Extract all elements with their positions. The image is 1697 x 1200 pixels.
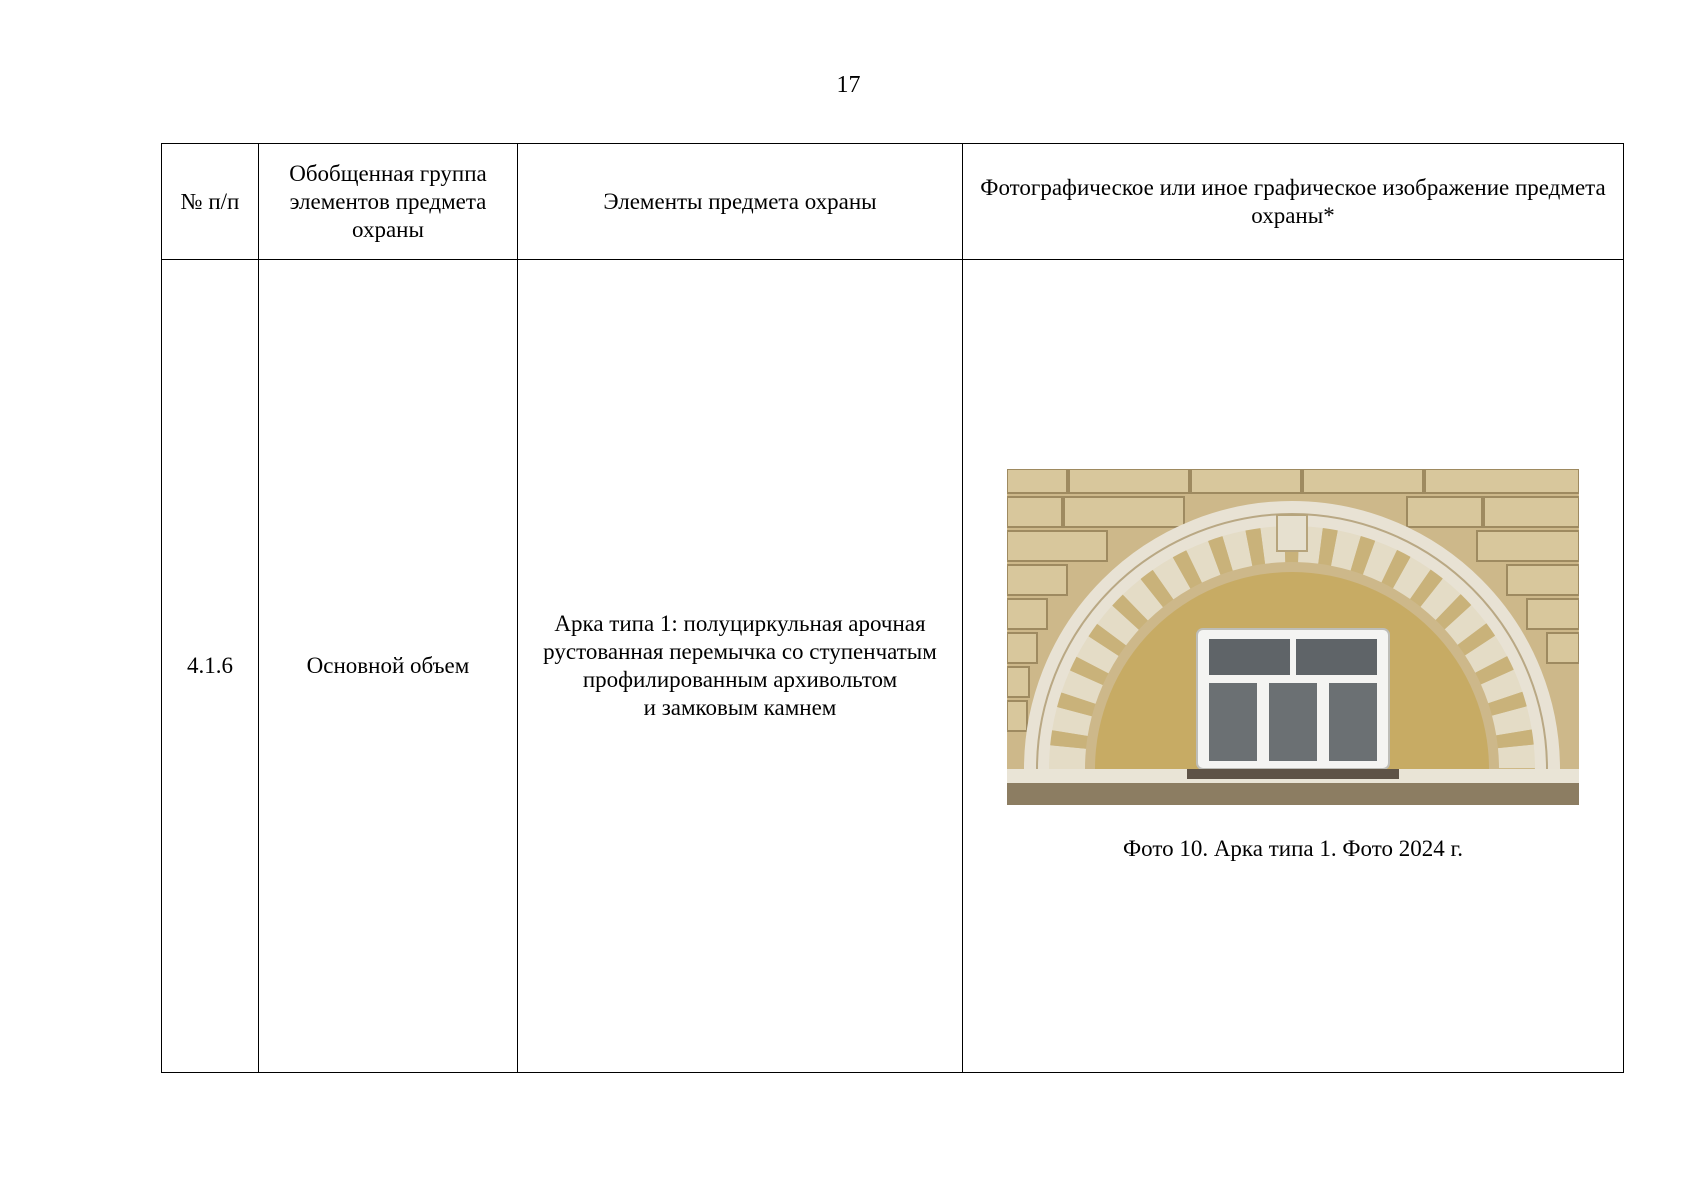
page-number: 17 <box>836 72 861 98</box>
row-photo-cell <box>963 260 1624 1073</box>
header-image: Фотографическое или иное графическое изображение предмета охраны* <box>963 144 1624 260</box>
row-group: Основной объем <box>259 260 518 1073</box>
element-line: и замковым камнем <box>643 695 837 720</box>
header-group: Обобщенная группа элементов предмета охраны <box>259 144 518 260</box>
arched-window-photo <box>1007 469 1579 805</box>
protection-table <box>161 143 1624 1073</box>
header-elements: Элементы предмета охраны <box>518 144 963 260</box>
row-num: 4.1.6 <box>162 260 259 1073</box>
photo-caption: Фото 10. Арка типа 1. Фото 2024 г. <box>1122 836 1464 861</box>
table-row <box>162 260 1624 1073</box>
element-line: рустованная перемычка со ступенчатым <box>543 639 937 664</box>
header-row <box>162 144 1624 260</box>
row-elements <box>518 260 963 1073</box>
header-num: № п/п <box>162 144 259 260</box>
element-line: профилированным архивольтом <box>582 667 898 692</box>
element-line: Арка типа 1: полуциркульная арочная <box>554 611 926 636</box>
